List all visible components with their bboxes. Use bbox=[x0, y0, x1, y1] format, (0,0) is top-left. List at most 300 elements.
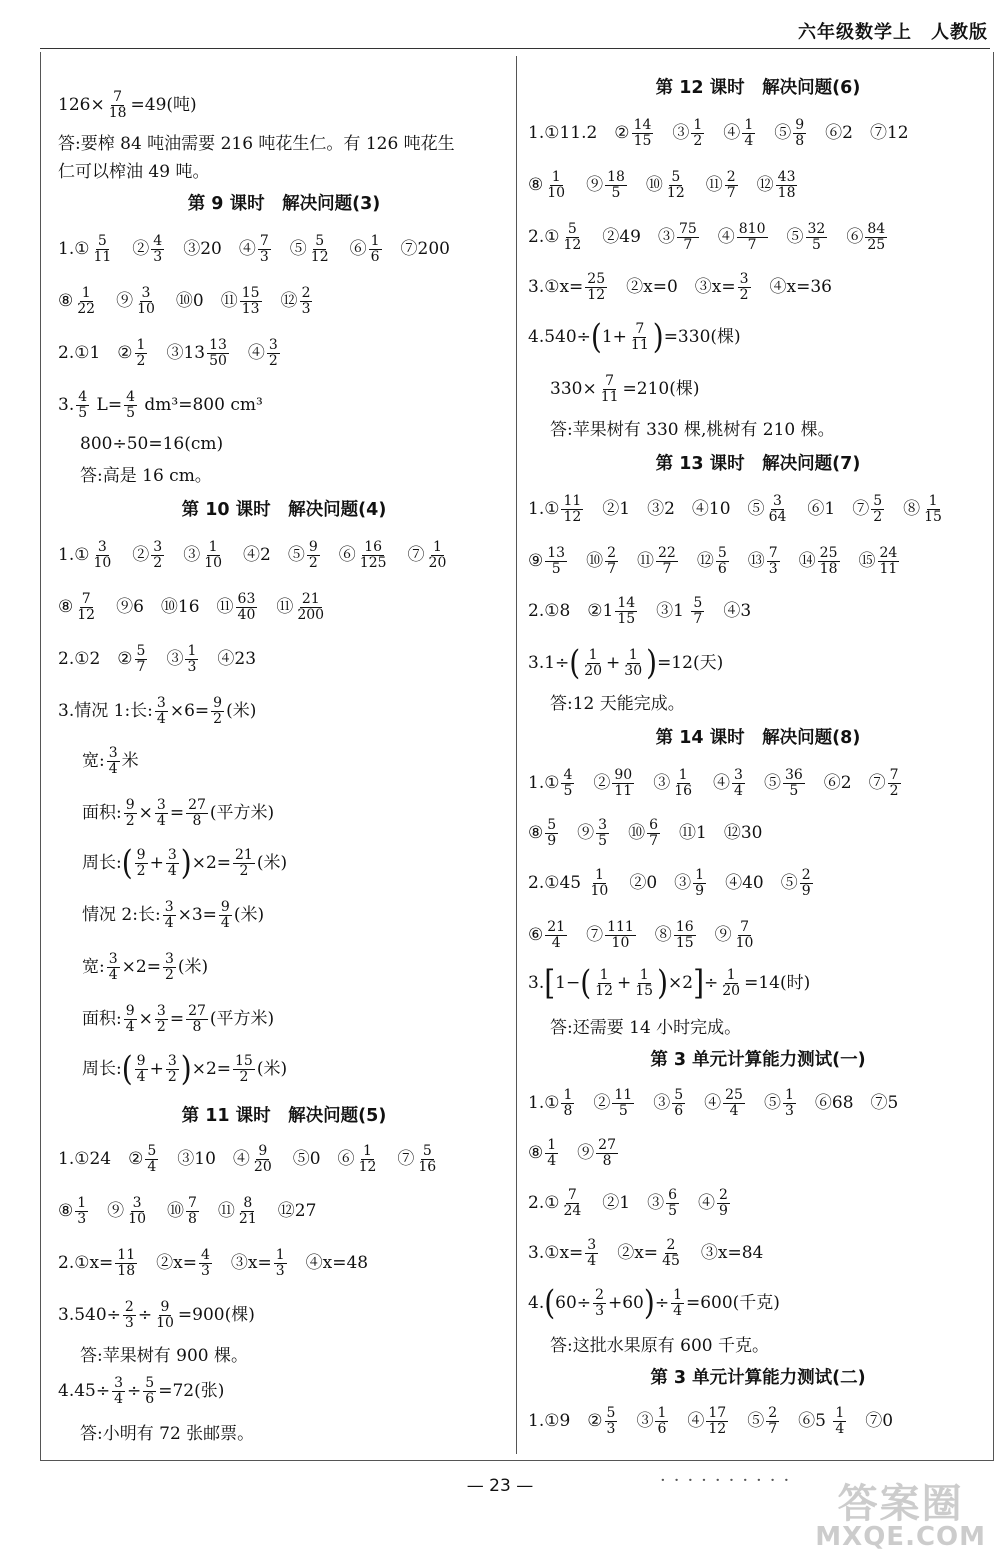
numerator: 13 bbox=[209, 337, 227, 353]
fraction bbox=[75, 592, 97, 622]
denominator: 4 bbox=[673, 1302, 682, 1319]
text-run: 1.①24 ② bbox=[58, 1148, 144, 1169]
numerator: 1 bbox=[77, 1195, 87, 1211]
numerator: 84 bbox=[867, 221, 886, 237]
denominator: 3 bbox=[153, 248, 163, 265]
numerator: 3 bbox=[141, 285, 151, 301]
denominator: 45 bbox=[662, 1252, 680, 1269]
numerator: 3 bbox=[268, 337, 278, 353]
denominator: 8 bbox=[192, 812, 202, 829]
fraction bbox=[545, 1138, 558, 1168]
denominator: 10 bbox=[611, 934, 630, 951]
text-run: 1.① bbox=[58, 238, 90, 259]
fraction bbox=[622, 648, 644, 678]
text-run: 面积: bbox=[82, 1008, 122, 1029]
answer-line bbox=[58, 90, 197, 120]
text-run: ④23 bbox=[200, 648, 257, 669]
answer-line bbox=[58, 1248, 368, 1278]
numerator: 2 bbox=[124, 1299, 134, 1315]
text-run: 3. bbox=[528, 972, 545, 993]
fraction bbox=[155, 798, 168, 828]
fraction bbox=[237, 1196, 259, 1226]
numerator: 7 bbox=[259, 233, 269, 249]
bracket: ] bbox=[693, 962, 705, 1003]
denominator: 4 bbox=[744, 132, 754, 149]
text-run: ④x=48 bbox=[288, 1252, 369, 1273]
denominator: 18 bbox=[777, 184, 796, 201]
numerator: 27 bbox=[188, 1003, 206, 1019]
text-run: ③ bbox=[655, 122, 690, 143]
numerator: 1 bbox=[208, 539, 218, 555]
denominator: 4 bbox=[734, 782, 743, 799]
numerator: 3 bbox=[164, 899, 174, 915]
text-run: ② bbox=[576, 1092, 611, 1113]
denominator: 12 bbox=[77, 606, 96, 623]
numerator: 7 bbox=[188, 1195, 197, 1211]
numerator: 1 bbox=[628, 647, 638, 663]
text-run: 1.① bbox=[528, 498, 560, 519]
denominator: 7 bbox=[607, 560, 616, 577]
numerator: 2 bbox=[607, 545, 616, 561]
numerator: 1 bbox=[551, 169, 561, 185]
denominator: 4 bbox=[108, 966, 118, 983]
fraction bbox=[91, 540, 113, 570]
bracket: ) bbox=[657, 962, 669, 1003]
text-run: ⑥ bbox=[332, 238, 367, 259]
fraction bbox=[135, 1054, 148, 1084]
denominator: 18 bbox=[108, 104, 127, 121]
denominator: 7 bbox=[683, 236, 693, 253]
denominator: 5 bbox=[563, 782, 573, 799]
fraction bbox=[693, 868, 706, 898]
denominator: 7 bbox=[693, 610, 703, 627]
denominator: 9 bbox=[547, 832, 557, 849]
bracket: ) bbox=[180, 842, 192, 883]
denominator: 10 bbox=[547, 184, 566, 201]
denominator: 2 bbox=[239, 862, 249, 879]
text-run: 米 bbox=[121, 750, 139, 771]
text-run: ③10 ④ bbox=[160, 1148, 250, 1169]
text-run: + bbox=[606, 652, 621, 673]
fraction bbox=[585, 272, 607, 302]
numerator: 1 bbox=[563, 1087, 573, 1103]
text-run: (米) bbox=[256, 852, 288, 873]
numerator: 2 bbox=[301, 285, 311, 301]
denominator: 18 bbox=[819, 560, 838, 577]
denominator: 12 bbox=[358, 1158, 377, 1175]
text-run: ④ bbox=[706, 122, 741, 143]
fraction bbox=[656, 546, 678, 576]
answer-line bbox=[528, 494, 946, 524]
denominator: 20 bbox=[584, 662, 603, 679]
fraction bbox=[647, 818, 660, 848]
text-run: ③x=84 bbox=[683, 1242, 764, 1263]
fraction bbox=[166, 848, 179, 878]
fraction bbox=[605, 1406, 618, 1436]
text-run: ②x=0 ③x= bbox=[609, 276, 736, 297]
answer-text: 答:12 天能完成。 bbox=[550, 694, 685, 714]
denominator: 15 bbox=[675, 934, 694, 951]
numerator: 3 bbox=[164, 951, 174, 967]
fraction bbox=[612, 768, 634, 798]
text-run: ⑥ bbox=[829, 226, 864, 247]
fraction bbox=[767, 494, 789, 524]
answer-text: 答:小明有 72 张邮票。 bbox=[80, 1424, 255, 1444]
numerator: 1 bbox=[588, 647, 598, 663]
text-run: ② bbox=[115, 544, 150, 565]
text-run: ⑪ bbox=[200, 1200, 235, 1221]
text-run: =330(棵) bbox=[663, 326, 741, 347]
fraction bbox=[737, 222, 768, 252]
numerator: 1 bbox=[726, 967, 736, 983]
denominator: 5 bbox=[668, 1202, 678, 1219]
text-run: ⑥68 ⑦5 bbox=[797, 1092, 899, 1113]
text-run: × bbox=[138, 1008, 153, 1029]
denominator: 15 bbox=[633, 132, 652, 149]
denominator: 3 bbox=[606, 1420, 616, 1437]
text-run: 情况 2:长: bbox=[82, 904, 161, 925]
fraction bbox=[561, 494, 583, 524]
answer-line bbox=[82, 1048, 288, 1089]
answer-text: 答:高是 16 cm。 bbox=[80, 466, 212, 486]
text-run: 周长: bbox=[82, 852, 122, 873]
fraction bbox=[107, 952, 120, 982]
fraction bbox=[185, 644, 198, 674]
fraction bbox=[358, 540, 389, 570]
fraction bbox=[91, 234, 113, 264]
fraction bbox=[145, 1144, 158, 1174]
denominator: 4 bbox=[587, 1252, 597, 1269]
denominator: 25 bbox=[867, 236, 886, 253]
answer-line bbox=[58, 592, 328, 622]
text-run: 2.①2 ② bbox=[58, 648, 133, 669]
text-run: ÷ bbox=[654, 1292, 670, 1313]
numerator: 2 bbox=[768, 1405, 778, 1421]
numerator: 63 bbox=[237, 591, 256, 607]
text-run: ⑫ bbox=[739, 174, 774, 195]
numerator: 16 bbox=[675, 919, 694, 935]
text-run: ⑨ bbox=[569, 174, 604, 195]
numerator: 1 bbox=[547, 1137, 557, 1153]
numerator: 25 bbox=[819, 545, 838, 561]
numerator: 5 bbox=[147, 1143, 157, 1159]
text-run: ⑤ bbox=[746, 772, 781, 793]
fraction bbox=[300, 286, 313, 316]
text-run: ⑭ bbox=[781, 550, 816, 571]
fraction bbox=[674, 920, 696, 950]
numerator: 1 bbox=[693, 117, 703, 133]
text-run: 3. bbox=[58, 394, 75, 415]
numerator: 4 bbox=[153, 233, 163, 249]
denominator: 11 bbox=[879, 560, 898, 577]
numerator: 13 bbox=[547, 545, 566, 561]
numerator: 9 bbox=[213, 695, 223, 711]
denominator: 9 bbox=[801, 882, 811, 899]
text-run: (米) bbox=[256, 1058, 288, 1079]
watermark-text: 答案圈 bbox=[837, 1481, 964, 1527]
fraction bbox=[240, 286, 262, 316]
text-run: ⑪ bbox=[620, 550, 654, 571]
text-run: ⑧ bbox=[528, 822, 544, 843]
text-run: ②49 ③ bbox=[585, 226, 675, 247]
text-run: ⑬ bbox=[730, 550, 765, 571]
fraction bbox=[818, 546, 840, 576]
numerator: 25 bbox=[587, 271, 606, 287]
section-title: 第 9 课时 解决问题(3) bbox=[187, 194, 381, 214]
denominator: 3 bbox=[595, 1302, 604, 1319]
denominator: 15 bbox=[635, 982, 654, 999]
fraction bbox=[186, 798, 208, 828]
fraction bbox=[766, 1406, 779, 1436]
text-run: ⑤ bbox=[769, 226, 804, 247]
denominator: 13 bbox=[241, 300, 260, 317]
denominator: 2 bbox=[164, 966, 174, 983]
fraction bbox=[593, 968, 615, 998]
numerator: 2 bbox=[801, 867, 811, 883]
answer-line bbox=[550, 374, 700, 404]
answer-line bbox=[528, 272, 832, 302]
numerator: 1 bbox=[81, 285, 91, 301]
fraction bbox=[720, 968, 742, 998]
text-run: ⑦ bbox=[380, 1148, 415, 1169]
numerator: 5 bbox=[97, 233, 107, 249]
answer-text: 答:这批水果原有 600 千克。 bbox=[550, 1336, 769, 1356]
numerator: 1 bbox=[928, 493, 938, 509]
numerator: 3 bbox=[108, 745, 118, 761]
numerator: 1 bbox=[363, 1143, 372, 1159]
answer-line bbox=[58, 1196, 316, 1226]
fraction bbox=[793, 118, 806, 148]
fraction bbox=[75, 1196, 88, 1226]
numerator: 3 bbox=[587, 1237, 597, 1253]
text-run: ⑧ bbox=[528, 174, 544, 195]
fraction bbox=[202, 540, 224, 570]
header-rule bbox=[40, 48, 990, 49]
numerator: 9 bbox=[258, 1143, 268, 1159]
numerator: 7 bbox=[605, 373, 615, 389]
numerator: 111 bbox=[607, 919, 634, 935]
numerator: 3 bbox=[156, 1003, 166, 1019]
numerator: 1 bbox=[639, 967, 649, 983]
numerator: 5 bbox=[567, 221, 577, 237]
text-run: =12(天) bbox=[657, 652, 724, 673]
fraction bbox=[878, 546, 900, 576]
answer-text: 仁可以榨油 49 吨。 bbox=[58, 162, 210, 182]
fraction bbox=[596, 1138, 618, 1168]
answer-line bbox=[528, 1138, 620, 1168]
numerator: 5 bbox=[145, 1375, 155, 1391]
text-run: 4. bbox=[528, 1292, 545, 1313]
fraction bbox=[677, 222, 699, 252]
fraction bbox=[783, 768, 805, 798]
text-run: ⑥5 bbox=[781, 1410, 832, 1431]
numerator: 2 bbox=[719, 1187, 728, 1203]
denominator: 4 bbox=[835, 1420, 845, 1437]
denominator: 7 bbox=[136, 658, 146, 675]
fraction bbox=[593, 1288, 606, 1318]
fraction bbox=[357, 1144, 379, 1174]
text-run: ⑦200 bbox=[383, 238, 450, 259]
text-run: ③ bbox=[636, 772, 671, 793]
text-run: ⑪ bbox=[259, 596, 294, 617]
denominator: 2 bbox=[167, 1068, 177, 1085]
denominator: 6 bbox=[717, 560, 727, 577]
numerator: 7 bbox=[740, 919, 750, 935]
text-run: ④ bbox=[687, 1092, 722, 1113]
bracket: ) bbox=[646, 642, 658, 683]
numerator: 9 bbox=[136, 847, 146, 863]
answer-line bbox=[58, 540, 450, 570]
numerator: 4 bbox=[200, 1247, 210, 1263]
fraction bbox=[199, 1248, 212, 1278]
text-run: 1.①9 ② bbox=[528, 1410, 603, 1431]
fraction bbox=[612, 1088, 634, 1118]
fraction bbox=[734, 920, 756, 950]
numerator: 9 bbox=[125, 1003, 135, 1019]
text-run: ⑩ bbox=[569, 550, 604, 571]
denominator: 5 bbox=[611, 184, 621, 201]
answer-line bbox=[528, 818, 762, 848]
fraction bbox=[163, 900, 176, 930]
text-run: ④40 ⑤ bbox=[708, 872, 798, 893]
fraction bbox=[800, 868, 813, 898]
fraction bbox=[211, 696, 224, 726]
denominator: 11 bbox=[600, 388, 619, 405]
denominator: 2 bbox=[136, 862, 146, 879]
denominator: 21 bbox=[238, 1210, 257, 1227]
numerator: 7 bbox=[113, 89, 123, 105]
bracket: ( bbox=[590, 316, 602, 357]
denominator: 6 bbox=[370, 248, 380, 265]
denominator: 10 bbox=[128, 1210, 146, 1227]
numerator: 5 bbox=[547, 817, 557, 833]
text-run: 宽: bbox=[82, 956, 105, 977]
denominator: 4 bbox=[147, 1158, 157, 1175]
numerator: 27 bbox=[188, 797, 206, 813]
answer-line bbox=[528, 1282, 780, 1323]
answer-line bbox=[58, 1144, 440, 1174]
numerator: 36 bbox=[784, 767, 803, 783]
denominator: 16 bbox=[418, 1158, 437, 1175]
bracket: [ bbox=[544, 962, 556, 1003]
denominator: 12 bbox=[666, 184, 685, 201]
denominator: 11 bbox=[614, 782, 633, 799]
fraction bbox=[666, 1188, 679, 1218]
text-run: ⑤ bbox=[730, 1410, 765, 1431]
fraction bbox=[723, 1088, 745, 1118]
answer-line bbox=[58, 696, 256, 726]
denominator: 10 bbox=[204, 554, 223, 571]
denominator: 8 bbox=[602, 1152, 612, 1169]
fraction bbox=[154, 1300, 176, 1330]
denominator: 3 bbox=[259, 248, 269, 265]
text-run: ⑧ bbox=[58, 596, 74, 617]
text-run: ⑪1 ⑫30 bbox=[662, 822, 763, 843]
numerator: 3 bbox=[153, 539, 163, 555]
answer-line bbox=[528, 1406, 893, 1436]
numerator: 9 bbox=[308, 539, 318, 555]
answer-line bbox=[58, 644, 256, 674]
fraction bbox=[219, 900, 232, 930]
text-run: ⑦ bbox=[390, 544, 425, 565]
denominator: 5 bbox=[811, 236, 821, 253]
watermark-url: MXQE.COM bbox=[815, 1522, 986, 1552]
text-run: ×2= bbox=[121, 956, 161, 977]
text-run: ×2 bbox=[668, 972, 694, 993]
answer-text: 答:苹果树有 330 棵,桃树有 210 棵。 bbox=[550, 420, 835, 440]
fraction bbox=[922, 494, 944, 524]
denominator: 7 bbox=[747, 236, 757, 253]
text-run: 3.①x= bbox=[528, 1242, 584, 1263]
section-title: 第 14 课时 解决问题(8) bbox=[655, 728, 861, 748]
text-run: 3.1÷ bbox=[528, 652, 570, 673]
text-run: =49(吨) bbox=[130, 94, 197, 115]
fraction bbox=[605, 170, 627, 200]
denominator: 5 bbox=[598, 832, 608, 849]
denominator: 40 bbox=[237, 606, 256, 623]
numerator: 1 bbox=[744, 117, 754, 133]
text-run: ②1 ③2 ④10 ⑤ bbox=[585, 498, 765, 519]
text-run: ⑮ bbox=[841, 550, 876, 571]
numerator: 25 bbox=[725, 1087, 743, 1103]
fraction bbox=[155, 696, 168, 726]
denominator: 15 bbox=[924, 508, 942, 525]
text-run: ②x= bbox=[139, 1252, 197, 1273]
answer-line bbox=[528, 868, 815, 898]
bracket: ) bbox=[180, 1048, 192, 1089]
denominator: 2 bbox=[153, 554, 163, 571]
fraction bbox=[806, 222, 828, 252]
denominator: 3 bbox=[200, 1262, 210, 1279]
text-run: ④ bbox=[681, 1192, 716, 1213]
denominator: 8 bbox=[563, 1102, 573, 1119]
text-run: ④ bbox=[670, 1410, 705, 1431]
text-run: ⑦ bbox=[569, 924, 604, 945]
numerator: 4 bbox=[563, 767, 573, 783]
text-run: =14(时) bbox=[744, 972, 811, 993]
text-run: 330× bbox=[550, 378, 597, 399]
fraction bbox=[236, 592, 258, 622]
fraction bbox=[135, 644, 148, 674]
text-run: ②0 ③ bbox=[612, 872, 692, 893]
text-run: ⑨ bbox=[90, 1200, 125, 1221]
text-run: 3.①x= bbox=[528, 276, 584, 297]
text-run: 2.①1 ② bbox=[58, 342, 133, 363]
denominator: 7 bbox=[768, 1420, 778, 1437]
fraction bbox=[416, 1144, 438, 1174]
text-run: ⑨ bbox=[560, 822, 595, 843]
fraction bbox=[252, 1144, 274, 1174]
answer-line bbox=[82, 1004, 274, 1034]
denominator: 3 bbox=[768, 560, 778, 577]
text-run: 2.①45 bbox=[528, 872, 587, 893]
fraction bbox=[716, 546, 729, 576]
denominator: 7 bbox=[662, 560, 672, 577]
fraction bbox=[605, 920, 636, 950]
denominator: 3 bbox=[124, 1314, 134, 1331]
numerator: 11 bbox=[614, 1087, 633, 1103]
numerator: 5 bbox=[422, 1143, 432, 1159]
answer-line bbox=[82, 900, 264, 930]
text-run: ③ bbox=[636, 1092, 671, 1113]
denominator: 2 bbox=[889, 782, 899, 799]
page-number: — 23 — bbox=[466, 1476, 534, 1496]
fraction bbox=[233, 1054, 255, 1084]
fraction bbox=[783, 1088, 796, 1118]
numerator: 14 bbox=[617, 595, 636, 611]
denominator: 2 bbox=[268, 352, 278, 369]
numerator: 9 bbox=[160, 1299, 170, 1315]
